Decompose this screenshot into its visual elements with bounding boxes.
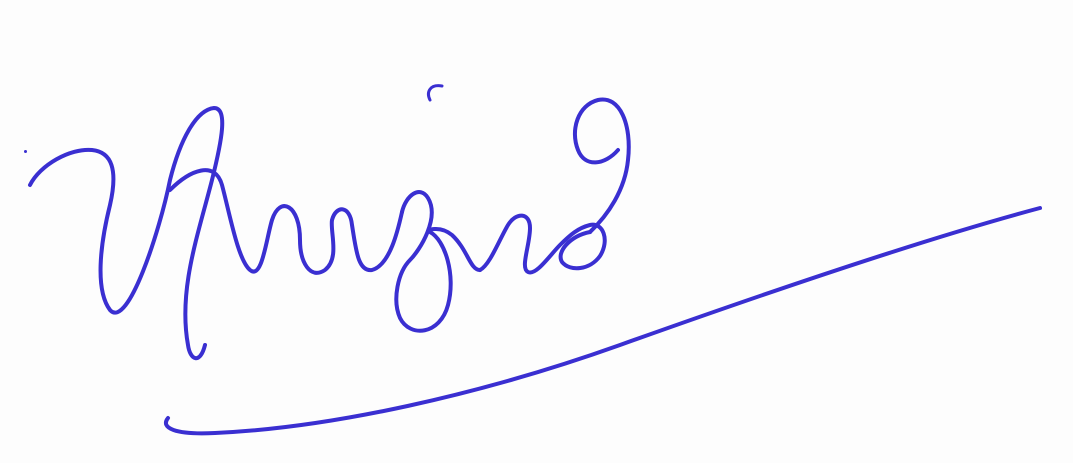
stroke-ascender — [575, 99, 629, 232]
stroke-loop — [396, 192, 480, 331]
stroke-middle — [170, 170, 402, 273]
stroke-accent — [429, 86, 443, 100]
ink-dot — [24, 150, 27, 153]
signature-strokes — [30, 86, 1040, 434]
stroke-end — [480, 216, 605, 273]
stroke-initial — [30, 108, 222, 358]
